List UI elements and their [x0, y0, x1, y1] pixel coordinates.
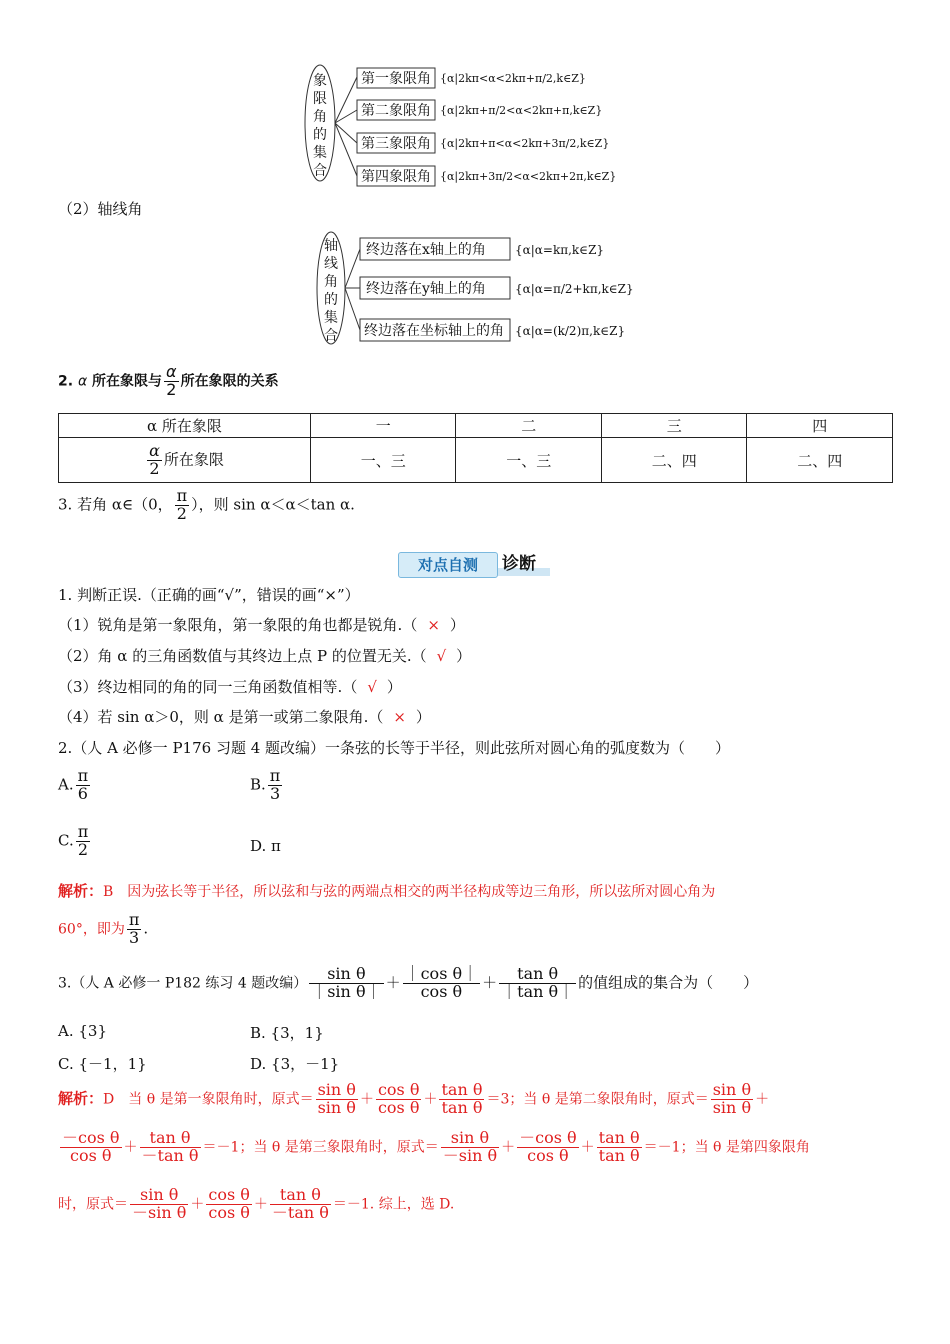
axis-set: {α|α=kπ,k∈Z} [515, 243, 605, 257]
alpha-half-fraction [164, 364, 179, 399]
banner-tail: 诊断 [502, 554, 536, 574]
analysis-text: ＝3；当 θ 是第二象限角时，原式＝ [486, 1091, 709, 1108]
analysis-fraction [517, 1130, 579, 1165]
q3-prefix: 3.（人 A 必修一 P182 练习 4 题改编） [58, 975, 308, 992]
plus-sign: ＋ [385, 973, 401, 992]
section-3-statement [58, 488, 355, 523]
fraction-denominator: 3 [269, 783, 281, 803]
quadrant-set: {α|2kπ+3π/2<α<2kπ+2π,k∈Z} [440, 170, 617, 183]
table-cell: 一、三 [456, 438, 602, 483]
q3-option-b: B. {3，1} [250, 1024, 324, 1042]
fraction-numerator: －cos θ [519, 1128, 577, 1147]
table-header-row [59, 414, 893, 438]
fraction-numerator: π [269, 766, 281, 785]
axis-label: 终边落在坐标轴上的角 [364, 323, 504, 339]
fraction-denominator: －tan θ [141, 1145, 199, 1165]
q1-item-close: ） [415, 708, 431, 726]
fraction-denominator: 2 [176, 503, 187, 523]
option-fraction [268, 768, 283, 803]
plus-sign: ＋ [190, 1196, 205, 1213]
axis-label: 终边落在x轴上的角 [366, 242, 486, 258]
axis-set: {α|α=(k/2)π,k∈Z} [515, 324, 626, 338]
fraction-numerator: sin θ [441, 1130, 499, 1148]
quadrant-relation-table [58, 413, 893, 483]
analysis-text: 时，原式＝ [58, 1196, 128, 1213]
q1-item [58, 706, 431, 727]
q3-term-cos [403, 966, 481, 1001]
q2-option-a [58, 768, 92, 803]
q2-option-d: D. π [250, 837, 281, 855]
fraction-numerator: α [149, 440, 160, 460]
plus-sign: ＋ [423, 1091, 438, 1108]
section-2-alpha: α [77, 373, 88, 390]
fraction-numerator: π [77, 822, 89, 841]
fraction-numerator: sin θ [317, 1080, 356, 1099]
alpha-half-fraction [147, 440, 162, 478]
fraction-numerator: tan θ [270, 1187, 331, 1205]
table-row [59, 438, 893, 483]
diagram-root-char: 象 [313, 73, 327, 89]
q1-answer-mark: × [427, 616, 440, 634]
table-header-cell: 三 [601, 414, 747, 438]
analysis-fraction [270, 1187, 331, 1222]
diagram-root-char: 角 [313, 109, 327, 125]
q1-item [58, 645, 471, 666]
q1-item [58, 676, 402, 697]
quadrant-label: 第二象限角 [361, 103, 431, 119]
diagram-root-char: 轴 [324, 238, 338, 254]
analysis-text: 60°，即为 [58, 921, 125, 938]
axis-label: 终边落在y轴上的角 [366, 281, 486, 297]
q1-answer-mark: √ [436, 647, 447, 665]
fraction-numerator: π [128, 910, 140, 929]
fraction-denominator: 2 [149, 458, 160, 478]
q1-stem: 1. 判断正误.（正确的画“√”，错误的画“×”） [58, 586, 360, 604]
analysis-text: ＝－1；当 θ 是第三象限角时，原式＝ [202, 1139, 439, 1156]
q3-analysis-line3 [58, 1187, 454, 1222]
q1-item [58, 614, 465, 635]
analysis-label: 解析： [58, 882, 104, 900]
option-fraction [76, 768, 91, 803]
fraction-denominator: tan θ [441, 1097, 483, 1117]
analysis-end: . [143, 919, 149, 938]
q3-option-d: D. {3，－1} [250, 1055, 340, 1073]
plus-sign: ＋ [123, 1139, 138, 1156]
diagram-root-char: 的 [313, 127, 327, 143]
plus-sign: ＋ [755, 1091, 770, 1108]
fraction-denominator: cos θ [208, 1202, 250, 1222]
pi-half-fraction [175, 488, 190, 523]
section-2-num: 2. [58, 373, 74, 390]
option-fraction [76, 824, 91, 859]
table-header-cell: α 所在象限 [59, 414, 311, 438]
section-2-tail: 所在象限的关系 [180, 373, 279, 390]
section-2-heading [58, 364, 279, 399]
diagram-root-char: 角 [324, 274, 338, 290]
table-header-cell: 一 [310, 414, 456, 438]
fraction-denominator: 6 [77, 783, 88, 803]
analysis-fraction [441, 1130, 499, 1165]
plus-sign: ＋ [359, 1091, 374, 1108]
diagram-root-char: 集 [313, 145, 327, 161]
q3-analysis-line1 [58, 1082, 769, 1117]
q1-answer-mark: √ [367, 678, 377, 696]
option-label: B. [250, 775, 266, 794]
q1-item-close: ） [456, 647, 472, 665]
fraction-numerator: α [166, 362, 177, 381]
section-2-mid: 所在象限与 [92, 373, 163, 390]
axis-angle-heading: （2）轴线角 [58, 200, 143, 218]
diagram-root-char: 的 [324, 292, 338, 308]
analysis-fraction [711, 1082, 753, 1117]
table-cell: 二、四 [601, 438, 747, 483]
analysis-fraction [60, 1130, 122, 1165]
fraction-denominator: sin θ [317, 1097, 356, 1117]
analysis-fraction [206, 1187, 252, 1222]
diagram-root-char: 合 [324, 328, 338, 344]
analysis-fraction [376, 1082, 422, 1117]
fraction-denominator: 2 [77, 839, 89, 859]
fraction-numerator: π [176, 486, 188, 505]
plus-sign: ＋ [580, 1139, 595, 1156]
q2-analysis-line2 [58, 912, 148, 947]
quadrant-label: 第四象限角 [361, 169, 431, 185]
diagram-root-char: 集 [324, 310, 338, 326]
analysis-fraction [127, 912, 142, 947]
axis-angle-diagram [315, 230, 655, 348]
fraction-numerator: ｜cos θ｜ [404, 964, 479, 983]
q2-analysis-line1 [58, 880, 715, 901]
q3-term-tan [499, 966, 576, 1001]
plus-sign: ＋ [482, 973, 498, 992]
quadrant-set: {α|2kπ+π<α<2kπ+3π/2,k∈Z} [440, 137, 610, 150]
fraction-denominator: ｜tan θ｜ [501, 981, 575, 1001]
quadrant-set: {α|2kπ<α<2kπ+π/2,k∈Z} [440, 72, 586, 85]
q3-analysis-line2 [58, 1130, 810, 1165]
q2-stem: 2.（人 A 必修一 P176 习题 4 题改编）一条弦的长等于半径，则此弦所对圆心角的弧度数为（ ） [58, 739, 731, 757]
q2-option-b [250, 768, 284, 803]
fraction-numerator: cos θ [208, 1185, 250, 1204]
table-header-cell: 四 [747, 414, 893, 438]
fraction-denominator: tan θ [598, 1145, 640, 1165]
q1-item-text: （1）锐角是第一象限角，第一象限的角也都是锐角.（ [58, 616, 418, 634]
quadrant-angle-diagram [300, 60, 660, 190]
plus-sign: ＋ [253, 1196, 268, 1213]
table-cell: 一、三 [310, 438, 456, 483]
option-label: C. [58, 831, 74, 850]
q2-option-c [58, 824, 92, 859]
fraction-numerator: π [77, 766, 89, 785]
table-header-cell: 二 [456, 414, 602, 438]
analysis-fraction [140, 1130, 201, 1165]
fraction-numerator: tan θ [140, 1130, 201, 1148]
fraction-denominator: cos θ [377, 1097, 420, 1117]
analysis-fraction [597, 1130, 642, 1165]
fraction-denominator: 2 [166, 379, 177, 399]
q3-suffix: 的值组成的集合为（ ） [578, 973, 759, 992]
q3-option-c: C. {－1，1} [58, 1055, 147, 1073]
row-label-text: 所在象限 [163, 450, 224, 468]
fraction-denominator: －sin θ [132, 1202, 187, 1222]
q1-item-close: ） [386, 678, 402, 696]
section-3-prefix: 3. 若角 α∈（0， [58, 495, 173, 514]
analysis-fraction [130, 1187, 188, 1222]
diagram-root-char: 限 [313, 91, 327, 107]
fraction-denominator: －sin θ [442, 1145, 498, 1165]
analysis-text: ＝－1；当 θ 是第四象限角 [643, 1139, 810, 1156]
fraction-denominator: －tan θ [271, 1202, 329, 1222]
fraction-denominator: 3 [128, 927, 140, 947]
fraction-denominator: sin θ [712, 1097, 752, 1117]
diagram-root-char: 线 [324, 256, 338, 272]
fraction-numerator: sin θ [309, 966, 383, 984]
analysis-fraction [439, 1082, 484, 1117]
q1-item-text: （2）角 α 的三角函数值与其终边上点 P 的位置无关.（ [58, 647, 427, 665]
fraction-numerator: sin θ [130, 1187, 188, 1205]
quadrant-label: 第三象限角 [361, 136, 431, 152]
quadrant-label: 第一象限角 [361, 71, 431, 87]
fraction-denominator: cos θ [70, 1145, 112, 1165]
fraction-numerator: tan θ [441, 1080, 483, 1099]
section-3-suffix: ），则 sin α＜α＜tan α. [191, 495, 355, 514]
option-label: A. [58, 775, 74, 794]
fraction-numerator: cos θ [377, 1080, 420, 1099]
q3-term-sin [309, 966, 383, 1001]
diagram-root-char: 合 [313, 163, 327, 179]
q1-item-text: （4）若 sin α＞0，则 α 是第一或第二象限角.（ [58, 708, 384, 726]
quadrant-set: {α|2kπ+π/2<α<2kπ+π,k∈Z} [440, 104, 603, 117]
plus-sign: ＋ [501, 1139, 516, 1156]
fraction-numerator: tan θ [598, 1128, 640, 1147]
banner-box: 对点自测 [398, 552, 498, 578]
q1-item-text: （3）终边相同的角的同一三角函数值相等.（ [58, 678, 358, 696]
fraction-denominator: cos θ [420, 981, 463, 1001]
fraction-denominator: ｜sin θ｜ [311, 981, 382, 1001]
q1-item-close: ） [449, 616, 465, 634]
fraction-numerator: tan θ [499, 966, 576, 984]
analysis-text: ＝－1. 综上，选 D. [332, 1196, 455, 1213]
analysis-text: B 因为弦长等于半径，所以弦和与弦的两端点相交的两半径构成等边三角形，所以弦所对圆心角为 [103, 884, 716, 900]
fraction-numerator: －cos θ [62, 1128, 120, 1147]
fraction-numerator: sin θ [712, 1080, 752, 1099]
table-cell: 二、四 [747, 438, 893, 483]
fraction-denominator: cos θ [527, 1145, 569, 1165]
analysis-text: D 当 θ 是第一象限角时，原式＝ [103, 1091, 314, 1108]
axis-set: {α|α=π/2+kπ,k∈Z} [515, 282, 634, 296]
analysis-fraction [316, 1082, 358, 1117]
q1-answer-mark: × [393, 708, 406, 726]
self-test-banner [398, 552, 552, 578]
table-row-label [59, 438, 311, 483]
analysis-label: 解析： [58, 1089, 104, 1108]
q3-option-a: A. {3} [58, 1022, 107, 1040]
q3-stem [58, 966, 758, 1001]
